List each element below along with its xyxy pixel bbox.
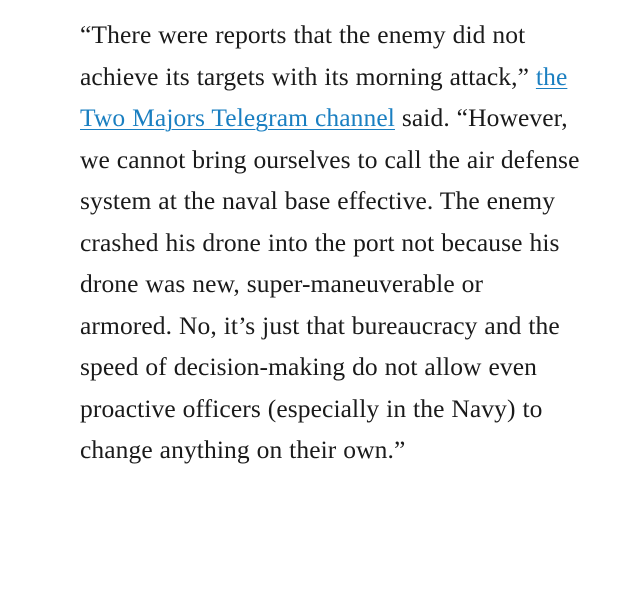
quote-text-after-link: said. “However, we cannot bring ourselves to call the air defense system at the naval base effective. The enemy crashed his drone into the port not because his drone was new, super-maneuverable or armored. No, it’s just that bureaucracy and the speed of decision-making do not allow even proactive officers (especially in the Navy) to change anything on their own.” bbox=[80, 103, 580, 464]
article-body bbox=[80, 14, 580, 471]
two-majors-telegram-channel-link[interactable]: the Two Majors Telegram channel bbox=[80, 61, 568, 132]
quote-text-before-link: “There were reports that the enemy did not achieve its targets with its morning attack,” bbox=[80, 20, 536, 91]
quote-paragraph bbox=[80, 14, 580, 471]
